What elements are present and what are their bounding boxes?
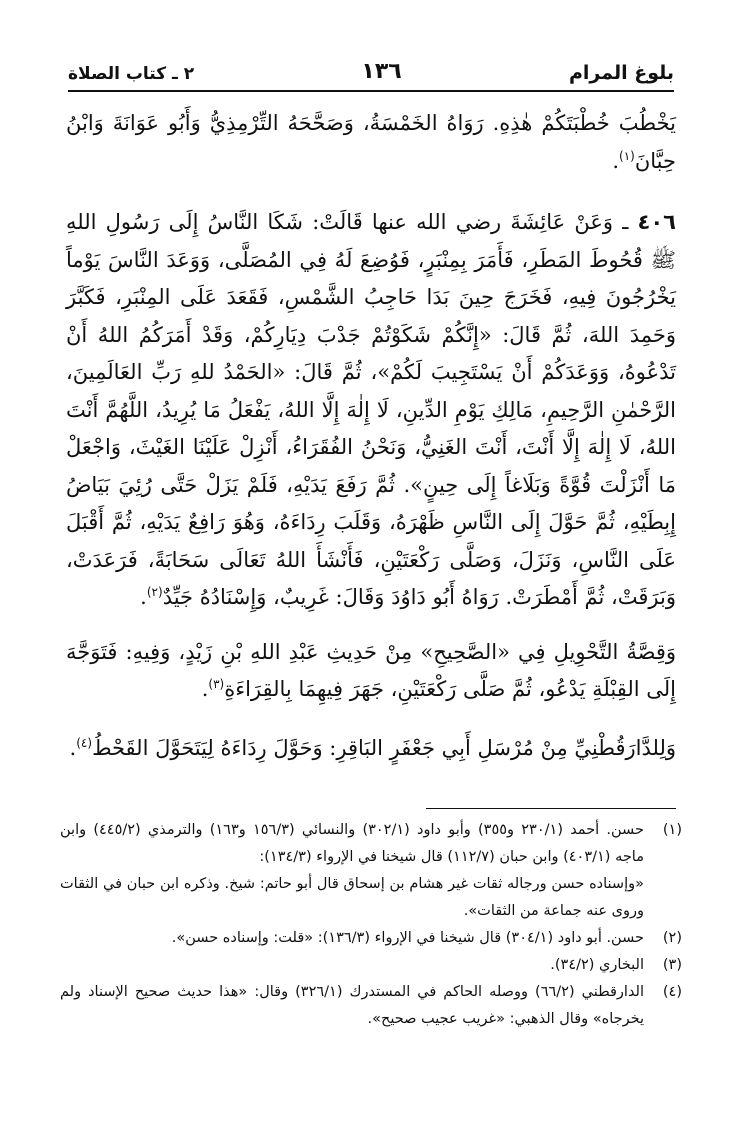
page-header bbox=[68, 54, 674, 92]
paragraph-text: يَخْطُبَ خُطْبَتَكُمْ هٰذِهِ. رَوَاهُ الخَمْسَةُ، وَصَحَّحَهُ التِّرْمِذِيُّ وَأَبُو عَوَانَةَ وَابْنُ حِبَّانَ bbox=[66, 111, 676, 173]
paragraph-continuation: يَخْطُبَ خُطْبَتَكُمْ هٰذِهِ. رَوَاهُ الخَمْسَةُ، وَصَحَّحَهُ التِّرْمِذِيُّ وَأَبُو عَوَانَةَ وَابْنُ حِبَّانَ$^{(١)}$. bbox=[66, 111, 676, 173]
footnote-marker: (٤) bbox=[76, 735, 93, 750]
book-title: بلوغ المرام bbox=[568, 62, 674, 84]
main-text bbox=[66, 105, 676, 767]
paragraph-daraqutni: وَلِلدَّارَقُطْنِيِّ مِنْ مُرْسَلِ أَبِي جَعْفَرٍ البَاقِرِ: وَحَوَّلَ رِدَاءَهُ لِيَتَحَوَّلَ القَحْطُ$^{(٤)}$. bbox=[69, 735, 676, 760]
footnote-marker: (٢) bbox=[146, 585, 163, 599]
footnote-number: (٤) bbox=[662, 984, 682, 1000]
footnote-number: (٢) bbox=[662, 930, 682, 946]
footnote-line: «وإسناده حسن ورجاله ثقات غير هشام بن إسحاق قال أبو حاتم: شيخ. وذكره ابن حبان في الثقات وروى عنه جماعة من الثقات». bbox=[60, 876, 644, 919]
paragraph-sahih: وَقِصَّةُ التَّحْوِيلِ فِي «الصَّحِيحِ» مِنْ حَدِيثِ عَبْدِ اللهِ بْنِ زَيْدٍ، وَفِيهِ: فَتَوَجَّهَ إِلَى القِبْلَةِ يَدْعُو، ثُمَّ صَلَّى رَكْعَتَيْنِ، جَهَرَ فِيهِمَا بِالقِرَاءَةِ$^{(٣)}$. bbox=[66, 639, 676, 701]
footnote-4 bbox=[60, 979, 682, 1033]
footnote-marker: (١) bbox=[619, 148, 635, 163]
footnote-marker: (٣) bbox=[208, 677, 225, 691]
footnote-line: الدارقطني (٦٦/٢) ووصله الحاكم في المستدرك (٣٢٦/١) وقال: «هذا حديث صحيح الإسناد ولم يخرجاه» وقال الذهبي: «غريب عجيب صحيح». bbox=[60, 984, 644, 1027]
footnote-3 bbox=[60, 952, 682, 979]
footnote-2 bbox=[60, 925, 682, 952]
footnote-number: (٣) bbox=[662, 957, 682, 973]
footnote-number: (١) bbox=[662, 822, 682, 838]
hadith-text: ـ وَعَنْ عَائِشَةَ رضي الله عنها قَالَتْ: شَكَا النَّاسُ إِلَى رَسُولِ اللهِ ﷺ قُحُوطَ المَطَرِ، فَأَمَرَ بِمِنْبَرٍ، فَوُضِعَ لَهُ فِي المُصَلَّى، وَوَعَدَ النَّاسَ يَوْماً يَخْرُجُونَ فِيهِ، فَخَرَجَ حِينَ بَدَا حَاجِبُ الشَّمْسِ، فَقَعَدَ عَلَى المِنْبَرِ، فَكَبَّرَ وَحَمِدَ اللهَ، ثُمَّ قَالَ: «إِنَّكُمْ شَكَوْتُمْ جَدْبَ دِيَارِكُمْ، وَقَدْ أَمَرَكُمُ اللهُ أَنْ تَدْعُوهُ، وَوَعَدَكُمْ أَنْ يَسْتَجِيبَ لَكُمْ»، ثُمَّ قَالَ: «الحَمْدُ للهِ رَبِّ العَالَمِينَ، الرَّحْمٰنِ الرَّحِيمِ، مَالِكِ يَوْمِ الدِّينِ، لَا إِلٰهَ إِلَّا اللهُ، يَفْعَلُ مَا يُرِيدُ، اللَّهُمَّ أَنْتَ اللهُ، لَا إِلٰهَ إِلَّا أَنْتَ، أَنْتَ الغَنِيُّ، وَنَحْنُ الفُقَرَاءُ، أَنْزِلْ عَلَيْنَا الغَيْثَ، وَاجْعَلْ مَا أَنْزَلْتَ قُوَّةً وَبَلَاغاً إِلَى حِينٍ». ثُمَّ رَفَعَ يَدَيْهِ، فَلَمْ يَزَلْ حَتَّى رُئِيَ بَيَاضُ إِبِطَيْهِ، ثُمَّ حَوَّلَ إِلَى النَّاسِ ظَهْرَهُ، وَقَلَبَ رِدَاءَهُ، وَهُوَ رَافِعٌ يَدَيْهِ، ثُمَّ أَقْبَلَ عَلَى النَّاسِ، وَنَزَلَ، وَصَلَّى رَكْعَتَيْنِ، فَأَنْشَأَ اللهُ تَعَالَى سَحَابَةً، فَرَعَدَتْ، وَبَرَقَتْ، ثُمَّ أَمْطَرَتْ. رَوَاهُ أَبُو دَاوُدَ وَقَالَ: غَرِيبٌ، وَإِسْنَادُهُ جَيِّدٌ bbox=[66, 210, 676, 609]
chapter-title: ٢ ـ كتاب الصلاة bbox=[68, 64, 195, 84]
paragraph-text: وَلِلدَّارَقُطْنِيِّ مِنْ مُرْسَلِ أَبِي جَعْفَرٍ البَاقِرِ: وَحَوَّلَ رِدَاءَهُ لِيَتَحَوَّلَ القَحْطُ bbox=[92, 735, 676, 760]
hadith-number: ٤٠٦ bbox=[637, 210, 676, 234]
footnote-line: حسن. أحمد (٢٣٠/١ و٣٥٥) وأبو داود (٣٠٢/١) والنسائي (١٥٦/٣ و١٦٣) والترمذي (٤٤٥/٢) وابن ماجه (٤٠٣/١) وابن حبان (١١٢/٧) قال شيخنا في الإرواء (١٣٤/٣): bbox=[60, 822, 644, 865]
footnote-line: حسن. أبو داود (٣٠٤/١) قال شيخنا في الإرواء (١٣٦/٣): «قلت: وإسناده حسن». bbox=[171, 930, 644, 946]
hadith-406: ٤٠٦ ـ وَعَنْ عَائِشَةَ رضي الله عنها قَالَتْ: شَكَا النَّاسُ إِلَى رَسُولِ اللهِ ﷺ قُحُوطَ المَطَرِ، فَأَمَرَ بِمِنْبَرٍ، فَوُضِعَ لَهُ فِي المُصَلَّى، وَوَعَدَ النَّاسَ يَوْماً يَخْرُجُونَ فِيهِ، فَخَرَجَ حِينَ بَدَا حَاجِبُ الشَّمْسِ، فَقَعَدَ عَلَى المِنْبَرِ، فَكَبَّرَ وَحَمِدَ اللهَ، ثُمَّ قَالَ: «إِنَّكُمْ شَكَوْتُمْ جَدْبَ دِيَارِكُمْ، وَقَدْ أَمَرَكُمُ اللهُ أَنْ تَدْعُوهُ، وَوَعَدَكُمْ أَنْ يَسْتَجِيبَ لَكُمْ»، ثُمَّ قَالَ: «الحَمْدُ للهِ رَبِّ العَالَمِينَ، الرَّحْمٰنِ الرَّحِيمِ، مَالِكِ يَوْمِ الدِّينِ، لَا إِلٰهَ إِلَّا اللهُ، يَفْعَلُ مَا يُرِيدُ، اللَّهُمَّ أَنْتَ اللهُ، لَا إِلٰهَ إِلَّا أَنْتَ، أَنْتَ الغَنِيُّ، وَنَحْنُ الفُقَرَاءُ، أَنْزِلْ عَلَيْنَا الغَيْثَ، وَاجْعَلْ مَا أَنْزَلْتَ قُوَّةً وَبَلَاغاً إِلَى حِينٍ». ثُمَّ رَفَعَ يَدَيْهِ، فَلَمْ يَزَلْ حَتَّى رُئِيَ بَيَاضُ إِبِطَيْهِ، ثُمَّ حَوَّلَ إِلَى النَّاسِ ظَهْرَهُ، وَقَلَبَ رِدَاءَهُ، وَهُوَ رَافِعٌ يَدَيْهِ، ثُمَّ أَقْبَلَ عَلَى النَّاسِ، وَنَزَلَ، وَصَلَّى رَكْعَتَيْنِ، فَأَنْشَأَ اللهُ تَعَالَى سَحَابَةً، فَرَعَدَتْ، وَبَرَقَتْ، ثُمَّ أَمْطَرَتْ. رَوَاهُ أَبُو دَاوُدَ وَقَالَ: غَرِيبٌ، وَإِسْنَادُهُ جَيِّدٌ$^{(٢)}$. bbox=[66, 210, 676, 609]
footnote-1 bbox=[60, 817, 682, 925]
footnote-divider bbox=[426, 808, 676, 809]
page-number: ١٣٦ bbox=[361, 59, 402, 84]
footnotes bbox=[60, 817, 682, 1033]
paragraph-text: وَقِصَّةُ التَّحْوِيلِ فِي «الصَّحِيحِ» مِنْ حَدِيثِ عَبْدِ اللهِ بْنِ زَيْدٍ، وَفِيهِ: فَتَوَجَّهَ إِلَى القِبْلَةِ يَدْعُو، ثُمَّ صَلَّى رَكْعَتَيْنِ، جَهَرَ فِيهِمَا بِالقِرَاءَةِ bbox=[66, 639, 676, 701]
footnote-line: البخاري (٣٤/٢). bbox=[550, 957, 644, 973]
